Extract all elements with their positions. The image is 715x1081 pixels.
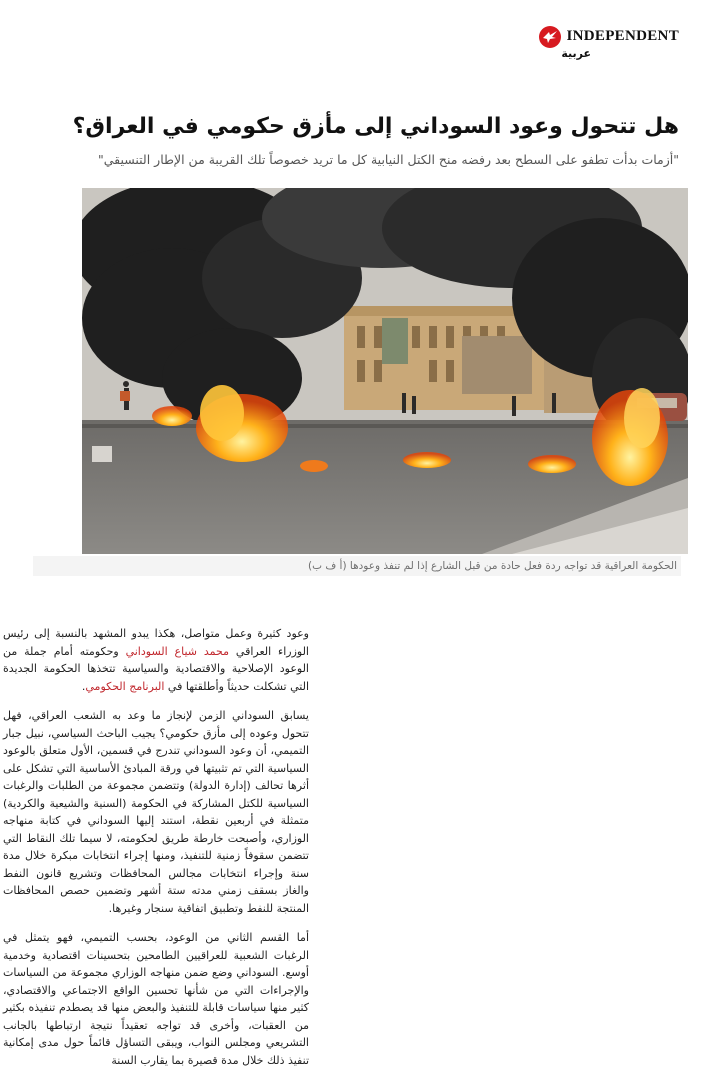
article-photo [82, 188, 688, 554]
site-logo[interactable] [519, 22, 679, 62]
article-title: هل تتحول وعود السوداني إلى مأزق حكومي في العراق؟ [72, 114, 679, 139]
article-body [3, 625, 309, 1081]
eagle-icon [539, 26, 561, 48]
link-sudani[interactable]: محمد شياع السوداني [125, 644, 230, 658]
article-subtitle: "أزمات بدأت تطفو على السطح بعد رفضه منح الكتل النيابية كل ما تريد خصوصاً تلك القريبة من الإطار التنسيقي" [97, 152, 679, 167]
paragraph-3: أما القسم الثاني من الوعود، بحسب التميمي، فهو يتمثل في الرغبات الشعبية للعراقيين الطامحين بتحسينات اقتصادية وخدمية أوسع. السوداني وضع ضمن منهاجه الوزاري مجموعة من السياسات والإجراءات التي من شأنها تحسين الواقع الاجتماعي والاقتصادي، كثير منها سياسات قابلة للتنفيذ والبعض منها قد يصطدم تنفيذه بكثير من العقبات، وأخرى قد تواجه تعقيداً نتيجة ارتباطها بالجانب التشريعي ومجلس النواب، ويبقى التساؤل قائماً حول مدى إمكانية تنفيذ ذلك خلال مدة قصيرة بما يقارب السنة [3, 931, 309, 1067]
link-government-program[interactable]: البرنامج الحكومي [85, 679, 165, 693]
logo-wordmark: INDEPENDENT [566, 28, 679, 44]
paragraph-1: وعود كثيرة وعمل متواصل، هكذا يبدو المشهد بالنسبة إلى رئيس الوزراء العراقي محمد شياع السوداني وحكومته أمام جملة من الوعود الإصلاحية والاقتصادية والسياسية تتخذها الحكومة الجديدة التي تشكلت حديثاً وأطلقتها في البرنامج الحكومي. [3, 627, 309, 693]
image-caption: الحكومة العراقية قد تواجه ردة فعل حادة من قبل الشارع إذا لم تنفذ وعودها (أ ف ب) [33, 556, 681, 576]
paragraph-2: يسابق السوداني الزمن لإنجاز ما وعد به الشعب العراقي، فهل تتحول وعوده إلى مأزق حكومي؟ يجيب الباحث السياسي، نبيل جبار التميمي، أن وعود السوداني تندرج في قسمين، الأول متعلق بالوعود السياسية التي تم تثبيتها في ورقة المبادئ الأساسية التي تشكل على أثرها تحالف (إدارة الدولة) وتتضمن مجموعة من الطلبات والرغبات السياسية للكتل المشاركة في الحكومة (السنية والشيعية والكردية) متمثلة في أربعين نقطة، استند إليها السوداني في كتابة منهاجه الوزاري، وأصبحت خارطة طريق لحكومته، لا سيما تلك النقاط التي تتضمن سقوفاً زمنية للتنفيذ، ومنها إجراء انتخابات مبكرة خلال مدة سنة وإجراء انتخابات مجالس المحافظات وتشريع قانون النفط والغاز بسقف زمني مدته ستة أشهر وتضمين حصص المحافظات المنتجة للنفط وتطبيق اتفاقية سنجار وغيرها. [3, 709, 309, 915]
logo-arabic-wordmark: عربية [561, 47, 591, 60]
